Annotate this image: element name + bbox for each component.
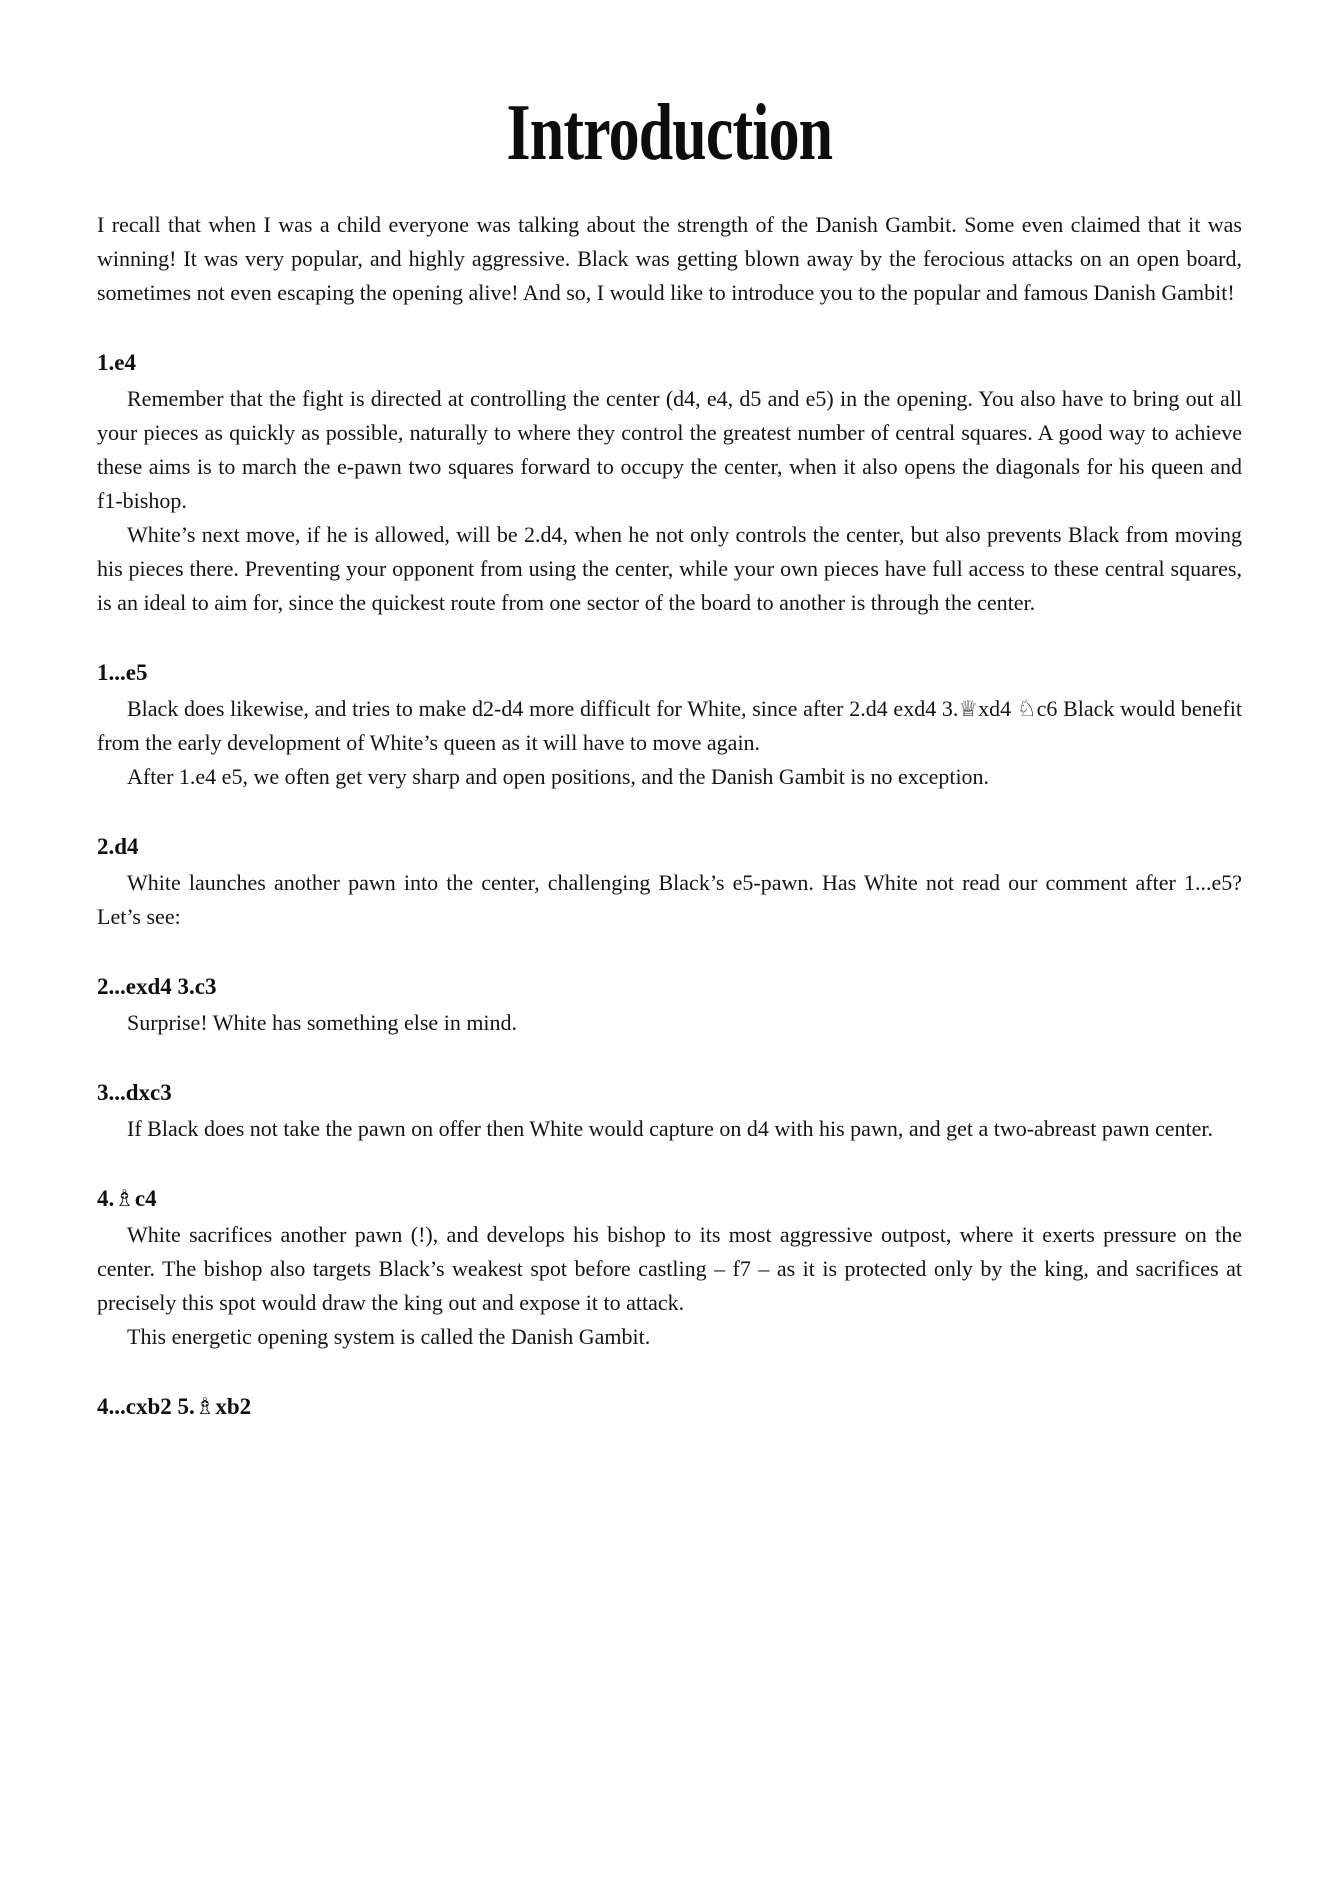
paragraph: White’s next move, if he is allowed, will be 2.d4, when he not only controls the center, but also prevents Black from moving his pieces there. Preventing your opponent from using the center, while your own pieces have full access to these central squares, is an ideal to aim for, since the quickest route from one sector of the board to another is through the center. (97, 522, 1242, 615)
move-heading: 3...dxc3 (97, 1080, 172, 1105)
paragraph: Black does likewise, and tries to make d2-d4 more difficult for White, since after 2.d4 exd4 3.♕xd4 ♘c6 Black would benefit from the early development of White’s queen as it will have to move again. (97, 696, 1242, 755)
move-heading: 4.♗c4 (97, 1186, 157, 1211)
paragraph: After 1.e4 e5, we often get very sharp and open positions, and the Danish Gambit is no exception. (127, 764, 990, 789)
paragraph: Remember that the fight is directed at controlling the center (d4, e4, d5 and e5) in the opening. You also have to bring out all your pieces as quickly as possible, naturally to where they control the greatest number of central squares. A good way to achieve these aims is to march the e-pawn two squares forward to occupy the center, when it also opens the diagonals for his queen and f1-bishop. (97, 386, 1242, 513)
move-heading: 1...e5 (97, 660, 148, 685)
paragraph: I recall that when I was a child everyone was talking about the strength of the Danish Gambit. Some even claimed that it was winning! It was very popular, and highly aggressive. Black was getting blown away by the ferocious attacks on an open board, sometimes not even escaping the opening alive! And so, I would like to introduce you to the popular and famous Danish Gambit! (97, 212, 1242, 305)
paragraph: If Black does not take the pawn on offer then White would capture on d4 with his pawn, and get a two-abreast pawn center. (127, 1116, 1214, 1141)
paragraph: This energetic opening system is called the Danish Gambit. (127, 1324, 651, 1349)
page-content (97, 208, 1242, 1424)
page-title-text: Introduction (506, 87, 833, 177)
paragraph: Surprise! White has something else in mind. (127, 1010, 518, 1035)
move-heading: 2.d4 (97, 834, 139, 859)
page-title (97, 86, 1242, 178)
move-heading: 2...exd4 3.c3 (97, 974, 217, 999)
paragraph: White sacrifices another pawn (!), and develops his bishop to its most aggressive outpost, where it exerts pressure on the center. The bishop also targets Black’s weakest spot before castling – f7 – as it is protected only by the king, and sacrifices at precisely this spot would draw the king out and expose it to attack. (97, 1222, 1242, 1315)
move-heading: 1.e4 (97, 350, 136, 375)
move-heading: 4...cxb2 5.♗xb2 (97, 1394, 252, 1419)
paragraph: White launches another pawn into the center, challenging Black’s e5-pawn. Has White not read our comment after 1...e5? Let’s see: (97, 870, 1242, 929)
